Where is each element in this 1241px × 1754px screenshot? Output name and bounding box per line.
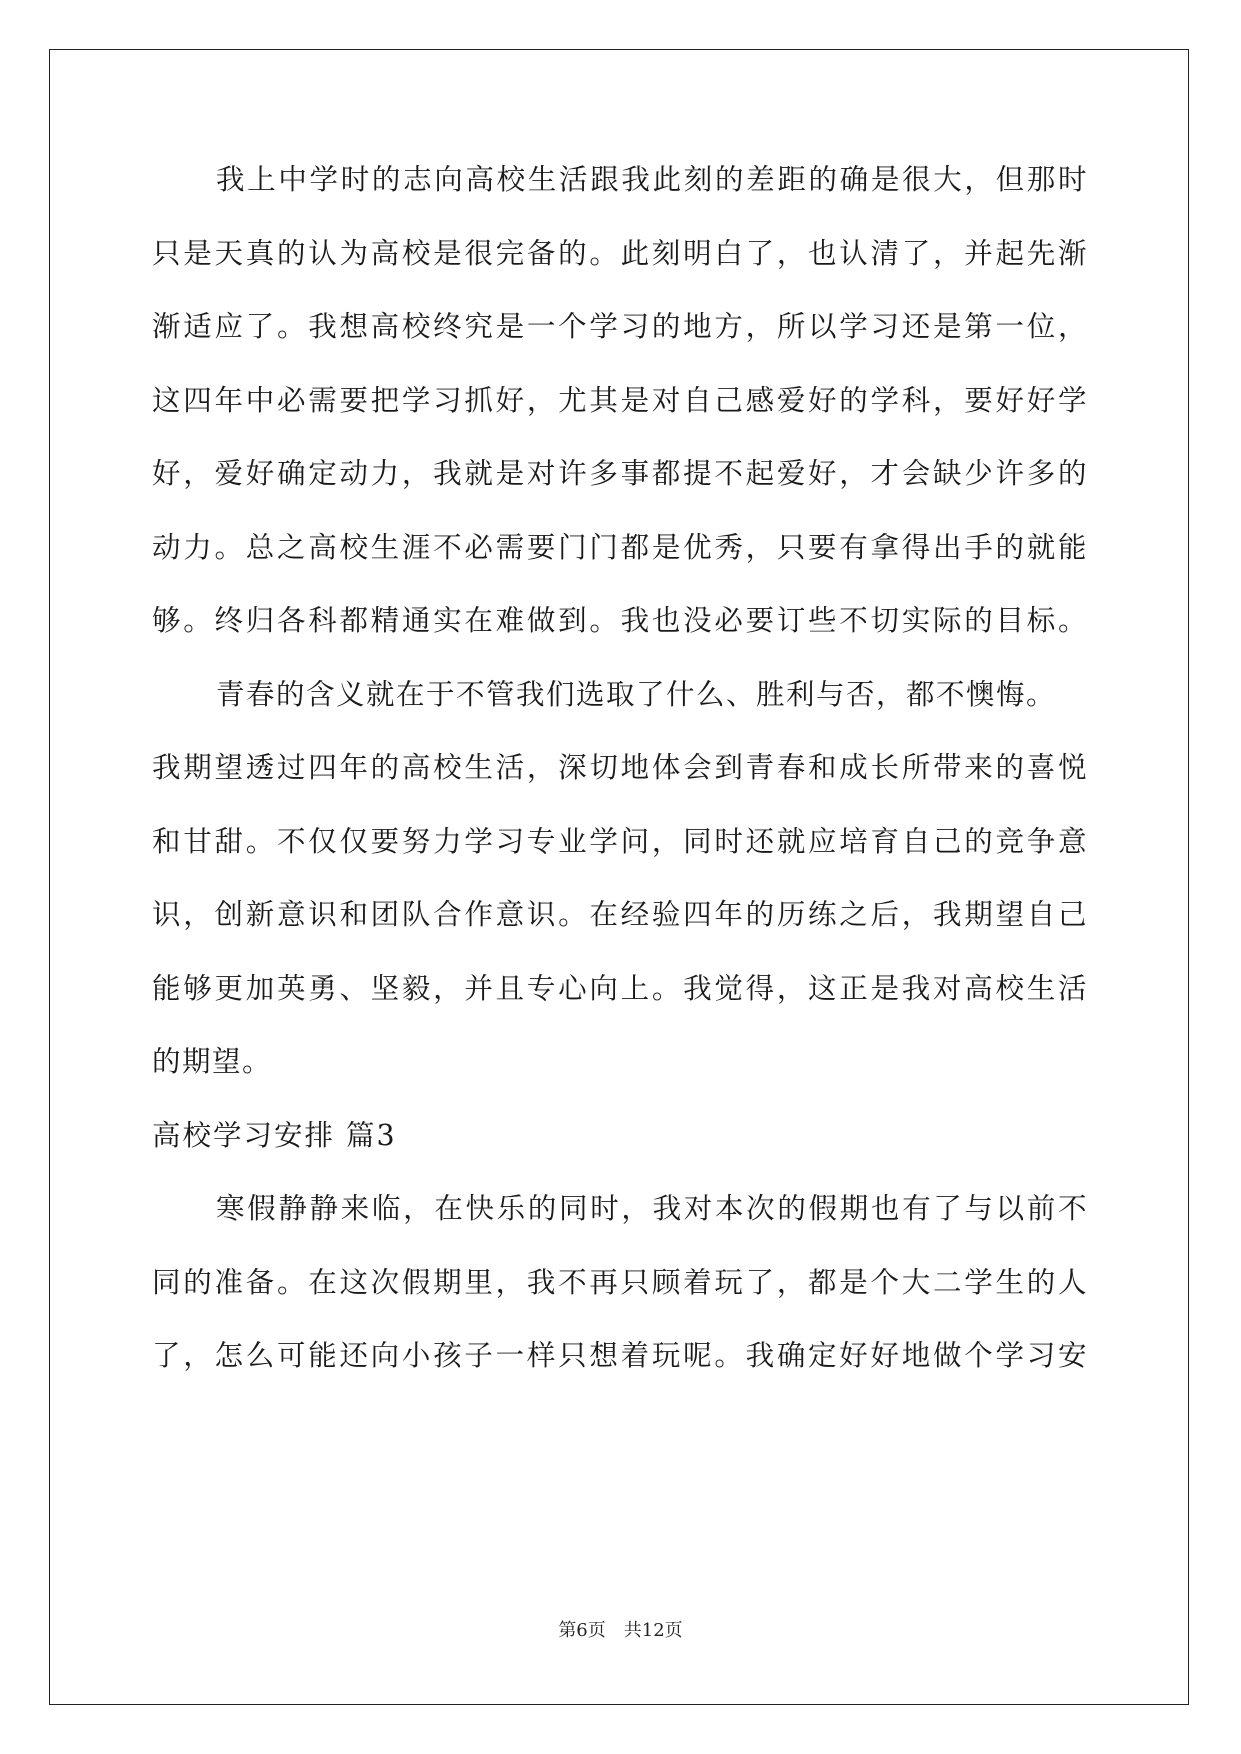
paragraph-line: 好，爱好确定动力，我就是对许多事都提不起爱好，才会缺少许多的 (152, 457, 1088, 490)
paragraph-line: 渐适应了。我想高校终究是一个学习的地方，所以学习还是第一位， (152, 310, 1088, 343)
paragraph-line: 这四年中必需要把学习抓好，尤其是对自己感爱好的学科，要好好学 (152, 384, 1088, 417)
page-footer (0, 1616, 1241, 1642)
paragraph-line: 识，创新意识和团队合作意识。在经验四年的历练之后，我期望自己 (152, 898, 1088, 931)
paragraph-line: 能够更加英勇、坚毅，并且专心向上。我觉得，这正是我对高校生活 (152, 972, 1088, 1005)
paragraph-line: 够。终归各科都精通实在难做到。我也没必要订些不切实际的目标。 (152, 604, 1088, 637)
paragraph-line: 和甘甜。不仅仅要努力学习专业学问，同时还就应培育自己的竞争意 (152, 825, 1088, 858)
paragraph-line: 同的准备。在这次假期里，我不再只顾着玩了，都是个大二学生的人 (152, 1266, 1088, 1299)
paragraph-line: 的期望。 (152, 1045, 273, 1078)
paragraph-line: 了，怎么可能还向小孩子一样只想着玩呢。我确定好好地做个学习安 (152, 1339, 1088, 1372)
paragraph-line: 我上中学时的志向高校生活跟我此刻的差距的确是很大，但那时 (216, 163, 1088, 196)
paragraph-line: 动力。总之高校生涯不必需要门门都是优秀，只要有拿得出手的就能 (152, 531, 1088, 564)
page-number-current: 第6页 (558, 1620, 606, 1641)
paragraph-line: 寒假静静来临，在快乐的同时，我对本次的假期也有了与以前不 (216, 1192, 1088, 1225)
paragraph-line: 我期望透过四年的高校生活，深切地体会到青春和成长所带来的喜悦 (152, 751, 1088, 784)
paragraph-line: 青春的含义就在于不管我们选取了什么、胜利与否，都不懊悔。 (216, 678, 1057, 711)
paragraph-line: 只是天真的认为高校是很完备的。此刻明白了，也认清了，并起先渐 (152, 237, 1088, 270)
page-border (49, 49, 1189, 1705)
page-number-total: 共12页 (623, 1620, 683, 1641)
section-heading: 高校学习安排 篇3 (152, 1119, 397, 1152)
